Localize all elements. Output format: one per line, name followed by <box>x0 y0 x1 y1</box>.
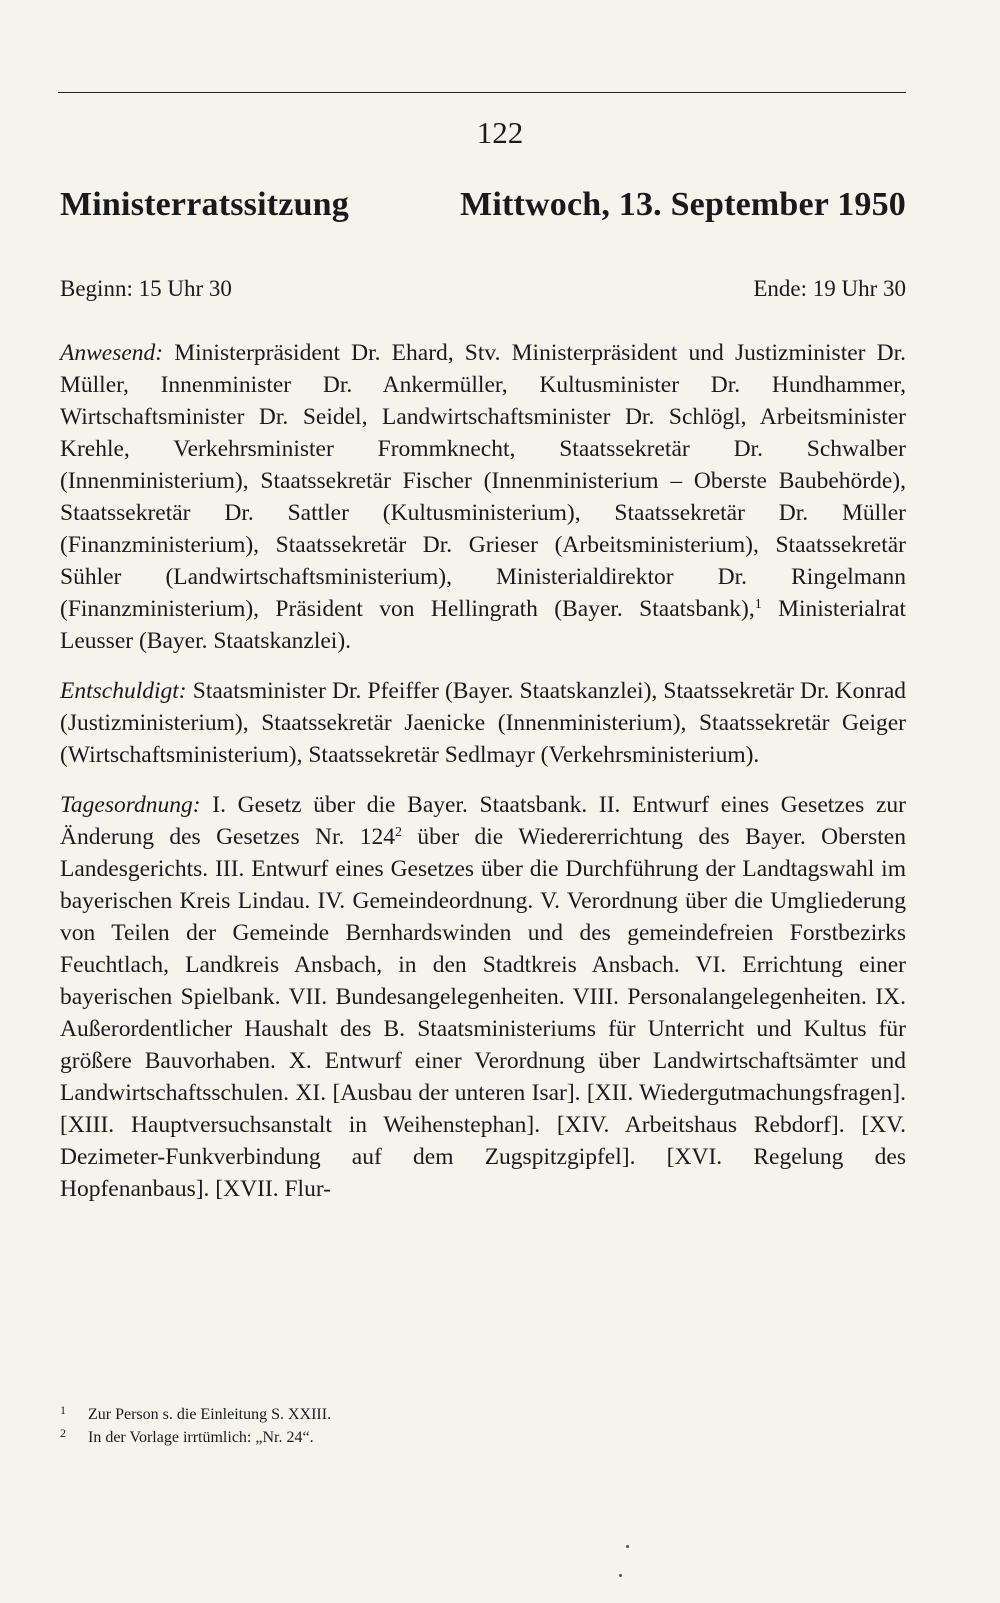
attendees-paragraph <box>60 337 906 657</box>
agenda-text-end: über die Wiedererrichtung des Bayer. Obersten Landesgerichts. III. Entwurf eines Gesetzes über die Durchführung der Landtagswahl im bayerischen Kreis Lindau. IV. Gemeindeordnung. V. Verordnung über die Umgliederung von Teilen der Gemeinde Bernhardswinden und des gemeindefreien Forstbezirks Feuchtlach, Landkreis Ansbach, in den Stadtkreis Ansbach. VI. Errichtung einer bayerischen Spielbank. VII. Bundesangelegenheiten. VIII. Personalangelegenheiten. IX. Außerordentlicher Haushalt des B. Staatsministeriums für Unterricht und Kultus für größere Bauvorhaben. X. Entwurf einer Verordnung über Landwirtschaftsämter und Landwirtschaftsschulen. XI. [Ausbau der unteren Isar]. [XII. Wiedergutmachungsfragen]. [XIII. Hauptversuchsanstalt in Weihenstephan]. [XIV. Arbeitshaus Rebdorf]. [XV. Dezimeter-Funkverbindung auf dem Zugspitzgipfel]. [XVI. Regelung des Hopfenanbaus]. [XVII. Flur- <box>60 824 906 1202</box>
session-date: Mittwoch, 13. September 1950 <box>460 186 906 223</box>
attendees-text-end: Ministerialrat Leusser (Bayer. Staatskanzlei). <box>60 596 906 654</box>
begin-time: Beginn: 15 Uhr 30 <box>60 276 232 301</box>
attendees-text: Ministerpräsident Dr. Ehard, Stv. Ministerpräsident und Justizminister Dr. Müller, Innenminister Dr. Ankermüller, Kultusminister Dr. Hundhammer, Wirtschaftsminister Dr. Seidel, Landwirtschaftsminister Dr. Schlögl, Arbeitsminister Krehle, Verkehrsminister Frommknecht, Staatssekretär Dr. Schwalber (Innenministerium), Staatssekretär Fischer (Innenministerium – Oberste Baubehörde), Staatssekretär Dr. Sattler (Kultusministerium), Staatssekretär Dr. Müller (Finanzministerium), Staatssekretär Dr. Grieser (Arbeitsministerium), Staatssekretär Sühler (Landwirtschaftsministerium), Ministerialdirektor Dr. Ringelmann (Finanzministerium), Präsident von Hellingrath (Bayer. Staatsbank), <box>60 340 906 622</box>
agenda-paragraph <box>60 789 906 1205</box>
footnote-number: 2 <box>60 1426 66 1440</box>
footnotes <box>60 1403 906 1449</box>
footnote-ref-1[interactable]: 1 <box>754 597 762 612</box>
footnote-ref-2[interactable]: 2 <box>395 825 402 840</box>
session-heading <box>60 186 906 224</box>
attendees-label: Anwesend: <box>60 340 164 366</box>
session-times <box>60 276 906 302</box>
footnote-text: Zur Person s. die Einleitung S. XXIII. <box>88 1406 332 1423</box>
excused-paragraph <box>60 675 906 771</box>
agenda-text: I. Gesetz über die Bayer. Staatsbank. II. Entwurf eines Gesetzes zur Änderung des Gesetzes Nr. 124 <box>60 792 906 850</box>
footnote-number: 1 <box>60 1403 66 1417</box>
footnote-text: In der Vorlage irrtümlich: „Nr. 24“. <box>88 1429 314 1446</box>
end-time: Ende: 19 Uhr 30 <box>753 276 906 301</box>
agenda-label: Tagesordnung: <box>60 792 201 818</box>
footnote-2 <box>60 1426 906 1449</box>
scan-speck <box>626 1545 629 1548</box>
session-title: Ministerratssitzung <box>60 186 349 223</box>
page-number: 122 <box>476 115 524 150</box>
header-rule <box>58 92 906 93</box>
footnote-1 <box>60 1403 906 1426</box>
body-text <box>60 337 906 1223</box>
excused-label: Entschuldigt: <box>60 678 187 704</box>
excused-text: Staatsminister Dr. Pfeiffer (Bayer. Staatskanzlei), Staatssekretär Dr. Konrad (Justizministerium), Staatssekretär Jaenicke (Innenministerium), Staatssekretär Geiger (Wirtschaftsministerium), Staatssekretär Sedlmayr (Verkehrsministerium). <box>60 678 906 768</box>
scan-speck <box>619 1574 622 1577</box>
